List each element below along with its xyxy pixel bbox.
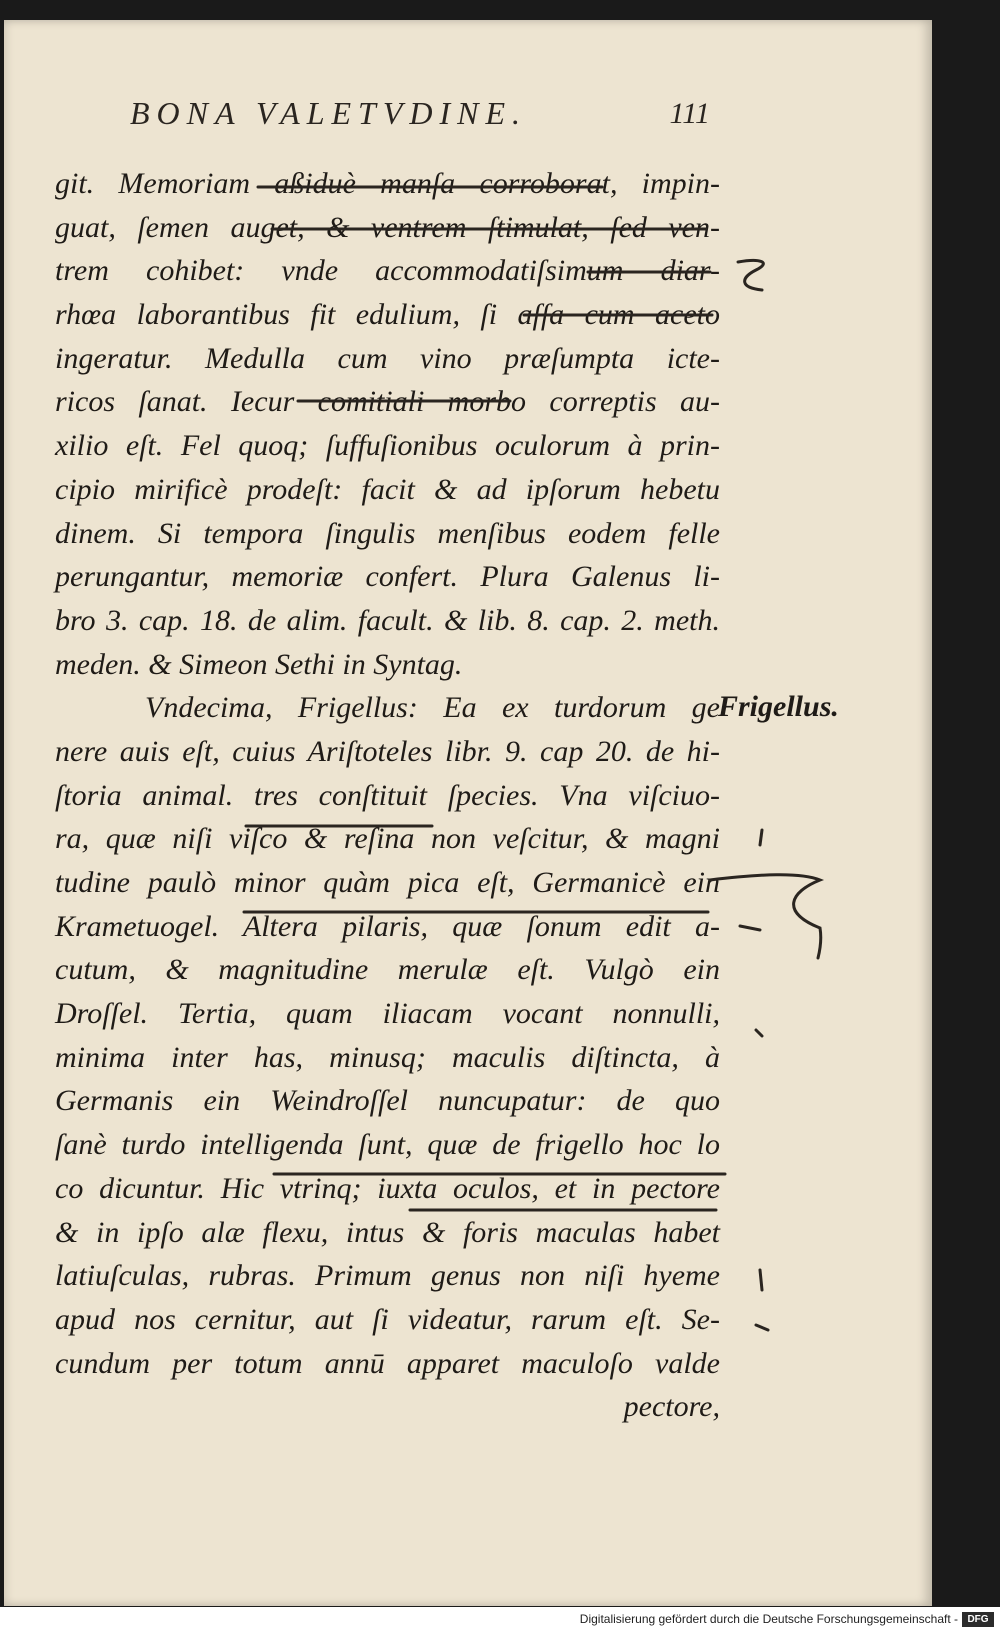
text-line: cutum, & magnitudine merulæ eſt. Vulgò ein <box>55 953 720 987</box>
text-line: bro 3. cap. 18. de alim. facult. & lib. 8. cap. 2. meth. <box>55 603 720 637</box>
text-line: latiuſculas, rubras. Primum genus non niſi hyeme <box>55 1259 720 1293</box>
text-line: tudine paulò minor quàm pica eſt, Germanicè ein <box>55 866 720 899</box>
text-line: git. Memoriam aßiduè manſa corroborat, impin- <box>55 167 720 200</box>
text-line: minima inter has, minusq; maculis diſtincta, à <box>55 1040 720 1074</box>
folio-number: 111 <box>669 97 710 130</box>
text-line: ra, quæ niſi viſco & reſina non veſcitur, & magni <box>55 822 720 856</box>
text-line: co dicuntur. Hic vtrinq; iuxta oculos, et in pectore <box>55 1171 720 1205</box>
text-line: Droſſel. Tertia, quam iliacam vocant nonnulli, <box>55 997 720 1031</box>
page-header <box>130 95 710 145</box>
dfg-logo: DFG <box>962 1612 994 1627</box>
text-line: perungantur, memoriæ confert. Plura Galenus li- <box>55 560 720 594</box>
text-line: & in ipſo alæ flexu, intus & foris maculas habet <box>55 1215 720 1249</box>
text-line: guat, ſemen auget, & ventrem ſtimulat, ſed ven- <box>55 210 720 244</box>
footer-bar <box>0 1607 1000 1633</box>
text-line: cipio mirificè prodeſt: facit & ad ipſorum hebetu <box>55 472 720 506</box>
text-line: ſanè turdo intelligenda ſunt, quæ de frigello hoc lo <box>55 1128 720 1162</box>
text-line: trem cohibet: vnde accommodatiſsimum diar- <box>55 254 720 288</box>
footer-credit: Digitalisierung gefördert durch die Deutsche Forschungsgemeinschaft - <box>579 1612 958 1626</box>
text-line: apud nos cernitur, aut ſi videatur, rarum eſt. Se- <box>55 1302 720 1336</box>
text-line: Germanis ein Weindroſſel nuncupatur: de quo <box>55 1084 720 1118</box>
text-line: meden. & Simeon Sethi in Syntag. <box>55 647 463 681</box>
text-line: cundum per totum annū apparet maculoſo valde <box>55 1346 720 1380</box>
running-head: BONA VALETVDINE. <box>130 95 528 131</box>
text-line: ſtoria animal. tres conſtituit ſpecies. Vna viſciuo- <box>55 778 720 812</box>
text-line: ricos ſanat. Iecur comitiali morbo correptis au- <box>55 385 720 419</box>
text-line: ingeratur. Medulla cum vino præſumpta icte- <box>55 341 720 375</box>
text-line: Krametuogel. Altera pilaris, quæ ſonum edit a- <box>55 909 720 943</box>
text-line: xilio eſt. Fel quoq; ſuffuſionibus oculorum à prin- <box>55 429 720 463</box>
text-line: Vndecima, Frigellus: Ea ex turdorum ge <box>145 691 720 725</box>
body-text <box>55 162 720 1429</box>
catchword: pectore, <box>623 1390 720 1424</box>
text-line: dinem. Si tempora ſingulis menſibus eodem felle <box>55 516 720 550</box>
margin-note: Frigellus. <box>718 690 839 723</box>
text-line: nere auis eſt, cuius Ariſtoteles libr. 9. cap 20. de hi- <box>55 734 720 768</box>
text-line: rhœa laborantibus fit edulium, ſi aſſa cum aceto <box>55 298 720 332</box>
